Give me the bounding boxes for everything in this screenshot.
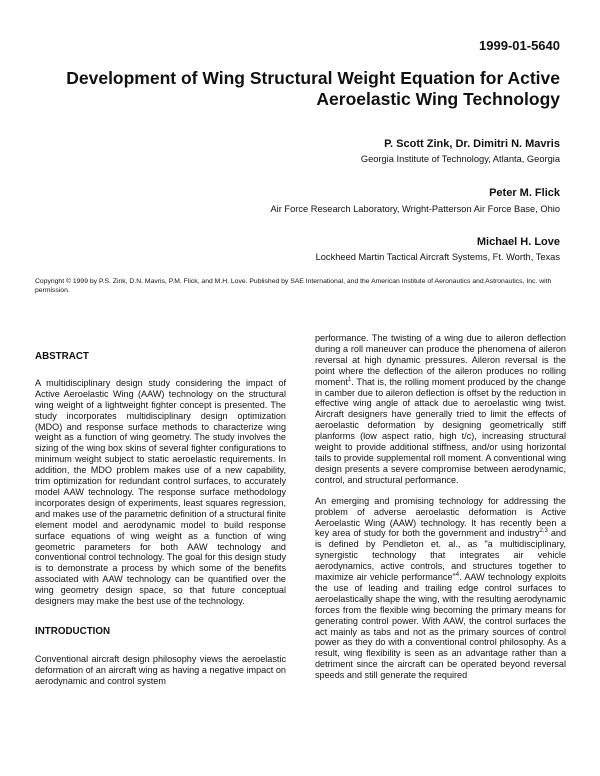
citation-3: 4 bbox=[455, 572, 460, 578]
para1-text-a: performance. The twisting of a wing due to aileron deflection during a roll maneuver can produce the phenomena of aileron reversal at high dynamic pressures. Aileron reversal is the point where the deflection of the aileron produces no rolling moment bbox=[315, 333, 566, 387]
para2-text-a: An emerging and promising technology for addressing the problem of adverse aeroelastic deformation is Active Aeroelastic Wing (AAW) technology. It has recently been a key area of study for both the government and industry bbox=[315, 495, 566, 539]
author-affiliation-3: Lockheed Martin Tactical Aircraft Systems, Ft. Worth, Texas bbox=[315, 252, 560, 262]
author-affiliation-2: Air Force Research Laboratory, Wright-Patterson Air Force Base, Ohio bbox=[270, 204, 560, 214]
copyright-notice: Copyright © 1999 by P.S. Zink, D.N. Mavris, P.M. Flick, and M.H. Love. Published by SAE International, and the American Institute of Aeronautics and Astronautics, Inc. with permission. bbox=[35, 278, 552, 294]
para1-text-b: . That is, the rolling moment produced by the change in camber due to aileron deflection is offset by the reduction in effective wing angle of attack due to aeroelastic wing twist. Aircraft designers have generally tried to limit the effects of aeroelastic deformation by designing geometrically stiff planforms (low aspect ratio, high t/c), increasing structural weight to provide additional stiffness, and/or using horizontal tails to provide supplemental roll moment. A conventional wing design presents a severe compromise between aerodynamic, control, and structural performance. bbox=[315, 376, 566, 485]
abstract-text: A multidisciplinary design study considering the impact of Active Aeroelastic Wing (AAW) technology on the structural wing weight of a lightweight fighter concept is presented. The study incorporates multidisciplinary design optimization (MDO) and response surface methods to characterize wing weight as a function of wing geometry. The study involves the sizing of the wing box skins of several fighter configurations to minimum weight subject to static aeroelastic requirements. In addition, the MDO problem makes use of a new capability, trim optimization for redundant control surfaces, to accurately model AAW technology. The response surface methodology incorporates design of experiments, least squares regression, and makes use of the parametric definition of a structural finite element model and aerodynamic model to build response surface equations of wing weight as a function of wing geometric parameters for both AAW technology and conventional control technology. The goal for this design study is to demonstrate a process by which some of the benefits associated with AAW technology can be quantified over the wing geometry design space, so that future conceptual designers may make the best use of the technology. bbox=[35, 377, 286, 607]
paper-title bbox=[40, 68, 560, 110]
citation-1: 1 bbox=[347, 376, 352, 383]
title-line-1: Development of Wing Structural Weight Equation for Active bbox=[66, 68, 560, 88]
body-paragraph-1 bbox=[315, 333, 566, 486]
title-line-2: Aeroelastic Wing Technology bbox=[316, 89, 560, 109]
introduction-text: Conventional aircraft design philosophy views the aeroelastic deformation of an aircraft wing as having a negative impact on aerodynamic and control system bbox=[35, 653, 286, 686]
abstract-heading: ABSTRACT bbox=[35, 351, 89, 362]
citation-2: 2,3 bbox=[539, 528, 548, 535]
paper-number: 1999-01-5640 bbox=[479, 38, 560, 53]
introduction-heading: INTRODUCTION bbox=[35, 625, 111, 637]
right-column bbox=[315, 333, 566, 681]
author-affiliation-1: Georgia Institute of Technology, Atlanta, Georgia bbox=[360, 154, 560, 164]
author-name-2: Peter M. Flick bbox=[489, 187, 560, 199]
left-column bbox=[35, 333, 286, 687]
author-name-1: P. Scott Zink, Dr. Dimitri N. Mavris bbox=[384, 138, 560, 150]
body-paragraph-2 bbox=[315, 496, 566, 681]
para2-text-c: . AAW technology exploits the use of leading and trailing edge control surfaces to aeroelastically shape the wing, with the resulting aerodynamic forces from the flexible wing becoming the primary means for generating control power. With AAW, the control surfaces the act mainly as tabs and not as the primary sources of control power as they do with a conventional control philosophy. As a result, wing flexibility is seen as an advantage rather than a detriment since the aircraft can be operated beyond reversal speeds and still generate the required bbox=[315, 572, 566, 681]
para2-text-b: and is defined by Pendleton et. al., as "a multidisciplinary, synergistic technology that integrates air vehicle aerodynamics, active controls, and structures together to maximize air vehicle performance" bbox=[315, 528, 566, 583]
author-name-3: Michael H. Love bbox=[476, 236, 560, 248]
